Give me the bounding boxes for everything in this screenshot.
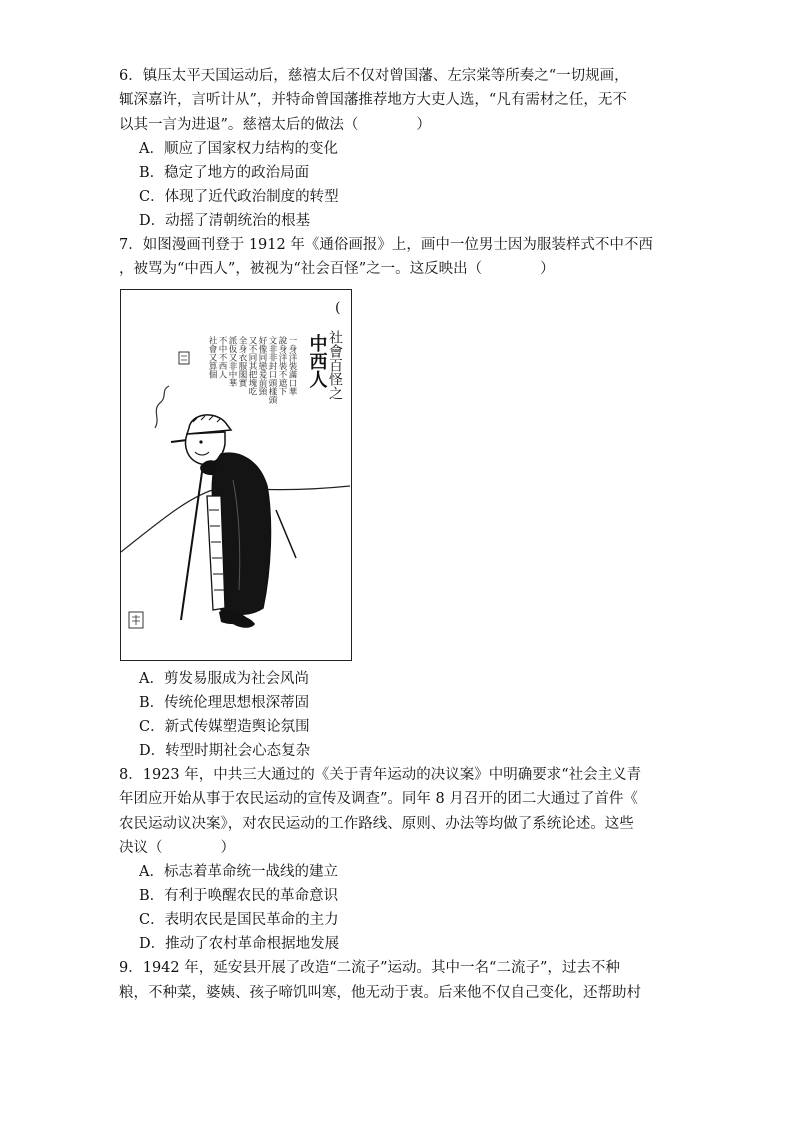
q8-option-c: C．表明农民是国民革命的主力	[139, 912, 339, 928]
cigarette-icon	[171, 440, 187, 442]
q7-stem-line-1: 7．如图漫画刊登于 1912 年《通俗画报》上，画中一位男士因为服装样式不中不西	[119, 237, 653, 253]
smoke-icon	[155, 386, 169, 428]
cartoon-caption-col-8: 不中不西人	[217, 336, 227, 379]
cartoon-illustration	[121, 290, 350, 659]
cartoon-caption-col-2: 說身洋裝不遮下	[277, 336, 287, 396]
q6-stem-line-3: 以其一言为进退”。慈禧太后的做法（ ）	[119, 117, 431, 133]
cartoon-title-series: 社會百怪之	[327, 330, 343, 400]
q9-stem-line-2: 粮，不种菜，婆姨、孩子啼饥叫寒，他无动于衷。后来他不仅自己变化，还帮助村	[119, 985, 641, 1001]
cartoon-caption-col-5: 又不同其把塊吃	[247, 336, 257, 396]
cartoon-caption-col-6: 全身衣服閣實	[237, 336, 247, 387]
q6-stem-line-2: 辄深嘉许，言听计从”，并特命曾国藩推荐地方大吏人选，“凡有需材之任，无不	[119, 92, 627, 108]
q6-option-b: B．稳定了地方的政治局面	[139, 165, 310, 181]
q9-stem-line-1: 9．1942 年，延安县开展了改造“二流子”运动。其中一名“二流子”，过去不种	[119, 960, 620, 976]
hat-icon	[187, 415, 231, 434]
q8-stem-line-3: 农民运动议决案》，对农民运动的工作路线、原则、办法等均做了系统论述。这些	[119, 816, 634, 832]
q7-option-b: B．传统伦理思想根深蒂固	[139, 695, 310, 711]
cartoon-caption-col-3: 文非非封口頭樣頭	[267, 336, 277, 404]
q8-stem-line-1: 8．1923 年，中共三大通过的《关于青年运动的决议案》中明确要求“社会主义青	[119, 767, 642, 783]
cartoon-figure	[120, 289, 352, 661]
seal-stamp-icon	[179, 352, 189, 364]
q8-option-d: D．推动了农村革命根据地发展	[139, 936, 340, 952]
cartoon-caption-col-1: 一身洋裝滿口華	[287, 336, 297, 396]
q8-option-b: B．有利于唤醒农民的革命意识	[139, 888, 339, 904]
q7-stem-line-2: ，被骂为“中西人”，被视为“社会百怪”之一。这反映出（ ）	[119, 261, 555, 277]
cane-2	[276, 510, 296, 558]
shoe-2	[233, 615, 255, 627]
cartoon-caption-col-7: 派仮又非中華	[227, 336, 237, 387]
q6-stem-line-1: 6．镇压太平天国运动后，慈禧太后不仅对曾国藩、左宗棠等所奏之“一切规画，	[119, 68, 629, 84]
q7-option-d: D．转型时期社会心态复杂	[139, 743, 311, 759]
cartoon-caption-col-4: 好像同戀爰前頸	[257, 336, 267, 396]
q7-option-a: A．剪发易服成为社会风尚	[139, 671, 309, 687]
q6-option-d: D．动摇了清朝统治的根基	[139, 213, 311, 229]
cane	[181, 465, 203, 620]
q8-option-a: A．标志着革命统一战线的建立	[139, 864, 338, 880]
cartoon-title-bracket: (	[335, 300, 341, 316]
q8-stem-line-2: 年团应开始从事于农民运动的宣传及调查”。同年 8 月召开的团二大通过了首件《	[119, 791, 638, 807]
q8-stem-line-4: 决议（ ）	[119, 840, 235, 856]
q7-option-c: C．新式传媒塑造舆论氛围	[139, 719, 310, 735]
q6-option-c: C．体现了近代政治制度的转型	[139, 189, 339, 205]
cartoon-title: 中西人	[306, 334, 328, 388]
cartoon-caption-col-9: 社會又算個	[207, 336, 217, 379]
q6-option-a: A．顺应了国家权力结构的变化	[139, 141, 338, 157]
